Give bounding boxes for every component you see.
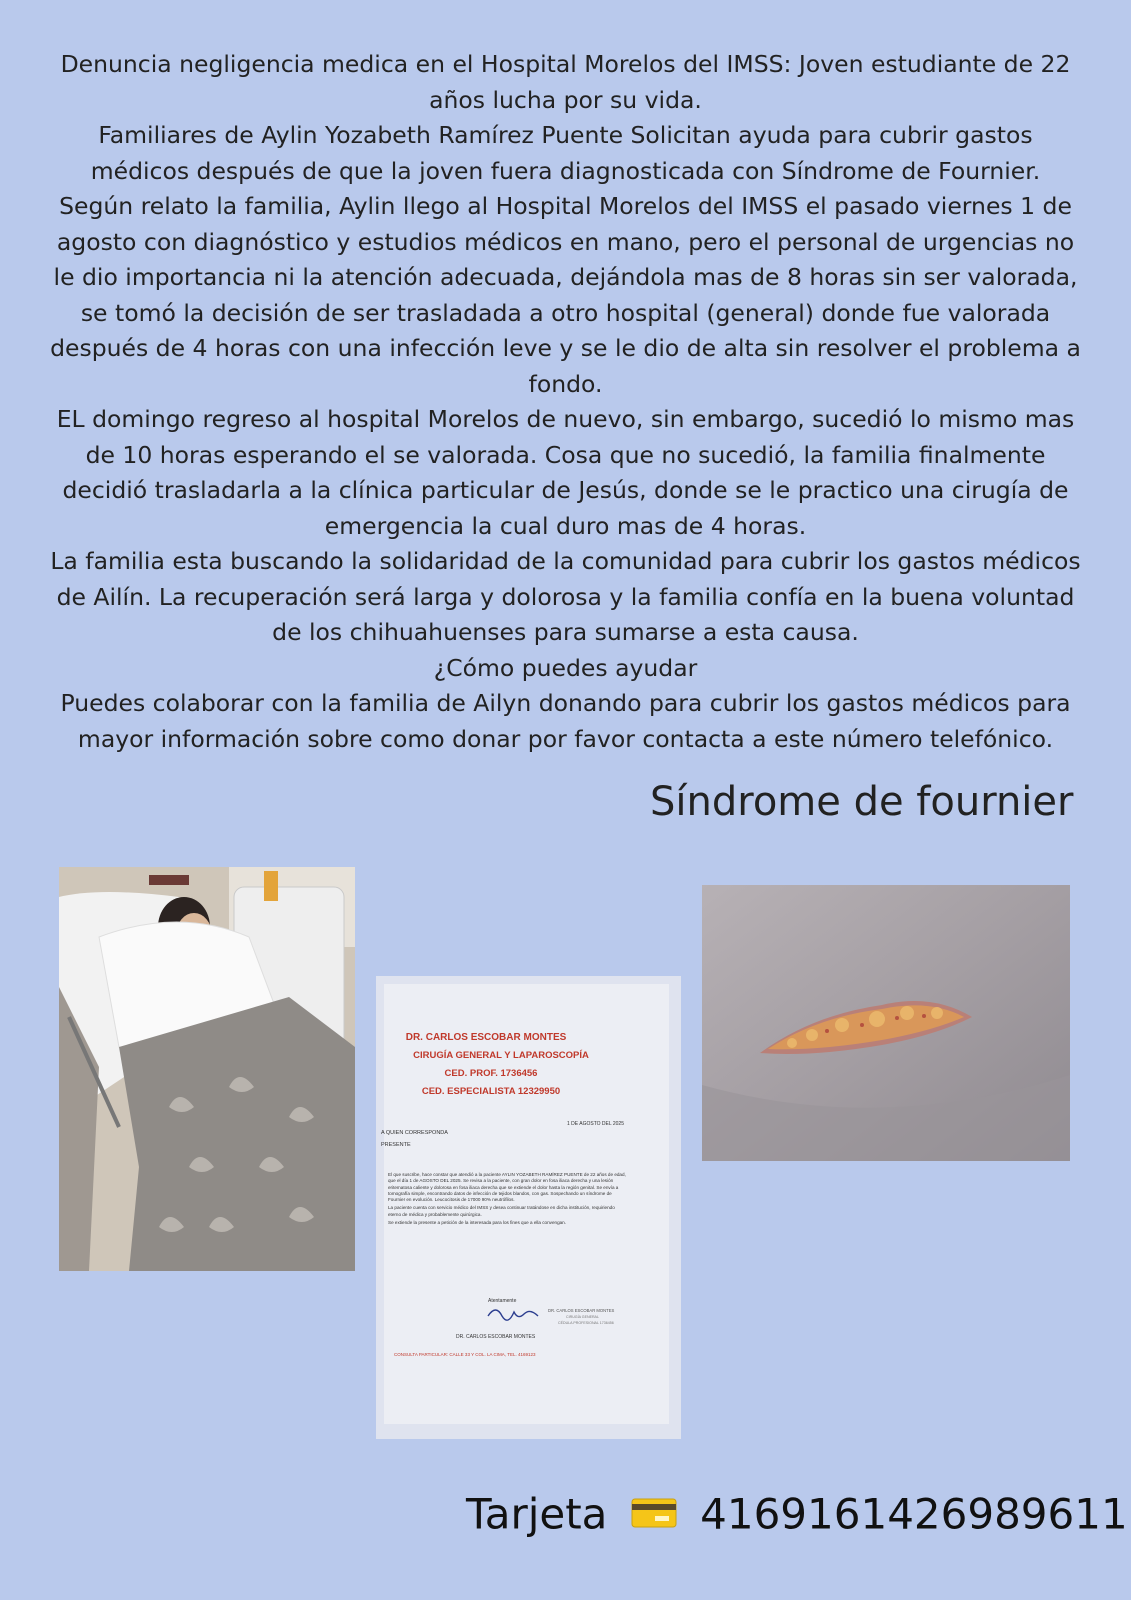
story-paragraph-donate: Puedes colaborar con la familia de Ailyn donando para cubrir los gastos médicos para mayor información sobre como donar por favor contacta a este número telefónico. — [60, 689, 1071, 753]
diagnosis-subtitle: Síndrome de fournier — [650, 779, 1074, 825]
card-label: Tarjeta — [466, 1489, 608, 1539]
credit-card-icon — [631, 1490, 677, 1538]
letter-ced-prof: CED. PROF. 1736456 — [444, 1068, 538, 1079]
letter-date: 1 DE AGOSTO DEL 2025 — [567, 1121, 624, 1127]
svg-text:DR. CARLOS ESCOBAR MONTES: DR. CARLOS ESCOBAR MONTES — [548, 1308, 615, 1313]
letter-ced-esp: CED. ESPECIALISTA 12329950 — [421, 1086, 561, 1097]
medical-letter-photo — [376, 976, 681, 1439]
story-text — [50, 47, 1081, 757]
letter-doctor: DR. CARLOS ESCOBAR MONTES — [405, 1032, 567, 1043]
letter-footer: CONSULTA PARTICULAR: CALLE 33 Y COL. LA CIMA, TEL. 4169123 — [394, 1352, 536, 1357]
card-number: 4169161426989611 — [700, 1489, 1128, 1539]
patient-in-bed-image — [59, 867, 355, 1271]
svg-text:CÉDULA PROFESIONAL 1736456: CÉDULA PROFESIONAL 1736456 — [558, 1321, 614, 1325]
wound-photo — [702, 885, 1070, 1161]
letter-specialty: CIRUGÍA GENERAL Y LAPAROSCOPÍA — [413, 1050, 589, 1061]
letter-present: PRESENTE — [381, 1142, 411, 1148]
story-paragraph-headline: Denuncia negligencia medica en el Hospital Morelos del IMSS: Joven estudiante de 22 años lucha por su vida. — [60, 50, 1071, 114]
story-paragraph-solidarity: La familia esta buscando la solidaridad de la comunidad para cubrir los gastos médicos de Ailín. La recuperación será larga y dolorosa y la familia confía en la buena voluntad de los chihuahuenses para sumarse a esta causa. — [50, 547, 1081, 646]
letter-addressee: A QUIEN CORRESPONDA — [381, 1130, 448, 1136]
letter-signature-name: DR. CARLOS ESCOBAR MONTES — [456, 1334, 536, 1340]
story-paragraph-sunday: EL domingo regreso al hospital Morelos de nuevo, sin embargo, sucedió lo mismo mas de 10 horas esperando el se valorada. Cosa que no sucedió, la familia finalmente decidió trasladarla a la clínica particular de Jesús, donde se le practico una cirugía de emergencia la cual duro mas de 4 horas. — [56, 405, 1075, 540]
story-paragraph-request: Familiares de Aylin Yozabeth Ramírez Puente Solicitan ayuda para cubrir gastos médicos después de que la joven fuera diagnosticada con Síndrome de Fournier. — [90, 121, 1041, 185]
letter-body-1: El que suscribe, hace constar que atendió a la paciente AYLIN YOZABETH RAMÍREZ PUENTE de 22 años de edad, que el día 1 de AGOSTO DEL 2025. Se revisa a la paciente, con gran dolor en fosa iliaca derecha y una lesión eritematosa caliente y dolorosa en fosa iliaca derecha que se extiende el dolor hasta la región genital. Se envía a tomografía simple, encontrando datos de infección de tejidos blandos, con gas. Sospechando un síndrome de Fournier en evolución. Leucocitosis de 17000 90% neutrófilos. — [388, 1172, 626, 1203]
letter-body-2: La paciente cuenta con servicio médico del IMSS y desea continuar tratándose en dicha institución, requiriendo eterno de médica y probablemente quirúrgica. — [388, 1205, 615, 1217]
wound-image — [702, 885, 1070, 1161]
card-info — [466, 1490, 1128, 1544]
medical-letter-image — [376, 976, 681, 1439]
letter-closing: Atentamente — [488, 1298, 517, 1304]
story-paragraph-how-to-help: ¿Cómo puedes ayudar — [433, 653, 698, 682]
letter-body-3: Se extiende la presente a petición de la interesada para los fines que a ella convengan. — [388, 1220, 567, 1226]
svg-text:CIRUGÍA GENERAL: CIRUGÍA GENERAL — [566, 1315, 599, 1319]
story-paragraph-account: Según relato la familia, Aylin llego al Hospital Morelos del IMSS el pasado viernes 1 de agosto con diagnóstico y estudios médicos en mano, pero el personal de urgencias no le dio importancia ni la atención adecuada, dejándola mas de 8 horas sin ser valorada, se tomó la decisión de ser trasladada a otro hospital (general) donde fue valorada después de 4 horas con una infección leve y se le dio de alta sin resolver el problema a fondo. — [50, 192, 1081, 398]
patient-photo — [59, 867, 355, 1271]
